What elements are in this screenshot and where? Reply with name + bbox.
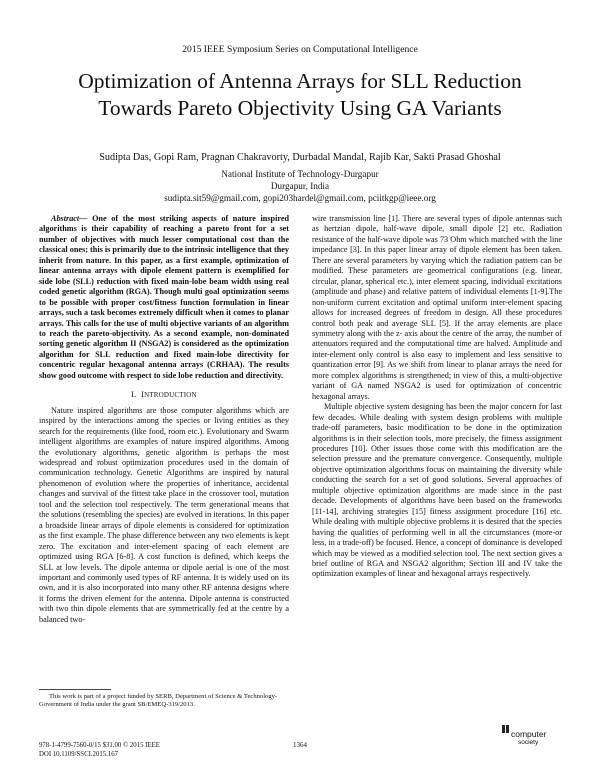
- intro-paragraph-1: Nature inspired algorithms are those computer algorithms which are inspired by the interactions among the species or living entities as they search for the requirements (like food, room etc.). Evolutionary and Swarm intelligent algorithms are examples of nature inspired algorithms. Among the evolutionary algorithms, genetic algorithm is perhaps the most widespread and robust optimization procedures used in the domain of communication technology. Genetic Algorithms are inspired by natural phenomenon of evolution where the properties of inheritance, accidental changes and survival of the fittest take place in the crossover tool, mutation tool and the selection tool respectively. The term generational means that the solutions (resembling the species) are evolved in iterations. In this paper a broadside linear arrays of dipole elements is considered for optimization as the first example. The phase difference between any two elements is kept zero. The excitation and inter-element spacing of each element are optimized using RGA [6-8]. A cost function is defined, which keeps the SLL at low levels. The dipole antenna or dipole aerial is one of the most important and commonly used types of RF antenna. It is widely used on its own, and it is also incorporated into many other RF antenna designs where it forms the driven element for the antenna. Dipole antenna is constructed with two thin dipole elements that are symmetrically fed at the centre by a balanced two-: [39, 405, 289, 624]
- paper-title: [40, 68, 560, 122]
- section-title-first-letter: I: [141, 390, 145, 400]
- right-paragraph-2: Multiple objective system designing has been the major concern for last few decades. While dealing with system design problems with multiple trade-off parameters, basic modification to be done in the optimization algorithms is in their selection tools, more precisely, the fitness assignment procedures [10]. Other issues those come with this modification are the selection pressure and the premature convergence. Consequently, multiple objective optimization algorithms focus on maintaining the diversity while conducting the search for a set of good solutions. Several approaches of multiple objective optimization algorithms are made since in the past decade. Developments of algorithms have been based on the frameworks [11-14], archiving strategies [15] fitness assignment procedure [16] etc. While dealing with multiple objective problems it is desired that the species having the qualities of performing well in all the circumstances (more-or less, in a trade-off) be focused. Hence, a concept of dominance is developed which may be viewed as a modified selection tool. The next section gives a brief outline of RGA and NSGA2 algorithm; Section III and IV take the optimization examples of linear and hexagonal arrays respectively.: [312, 402, 562, 579]
- section-numeral: I.: [131, 390, 137, 400]
- institute-name: National Institute of Technology-Durgapur: [221, 169, 379, 179]
- right-column: [312, 214, 562, 580]
- abstract-label: Abstract—: [51, 214, 88, 223]
- abstract-text: One of the most striking aspects of nature inspired algorithms is their capability of reaching a pareto front for a set number of objectives with much lesser computational cost than the classical ones; this is primarily due to the intrinsic intelligence that they inherit from nature. In this paper, as a first example, optimization of linear antenna arrays with dipole element pattern is exemplified for side lobe (SLL) reduction with fixed main-lobe beam width using real coded genetic algorithm (RGA). Though multi goal optimization seems to be possible with proper cost/fitness function formulation in linear arrays, such a task becomes extremely difficult when it comes to planar arrays. This calls for the use of multi objective variants of an algorithm to reach the pareto-objectivity. As a second example, non-dominated sorting genetic algorithm II (NSGA2) is considered as the optimization algorithm for SLL reduction and fixed main-lobe directivity for concentric regular hexagonal antenna arrays (CRHAA). The results show good outcome with respect to side lobe reduction and directivity.: [39, 214, 290, 380]
- author-list: Sudipta Das, Gopi Ram, Pragnan Chakravorty, Durbadal Mandal, Rajib Kar, Sakti Prasad Ghoshal: [99, 152, 501, 163]
- author-emails: sudipta.sit59@gmail.com, gopi203hardel@gmail.com, pciitkgp@ieee.org: [164, 193, 436, 203]
- section-title-rest: NTRODUCTION: [144, 391, 197, 400]
- institute-city: Durgapur, India: [270, 181, 330, 191]
- footnote-divider: [39, 689, 111, 690]
- conference-header: 2015 IEEE Symposium Series on Computational Intelligence: [182, 44, 418, 55]
- logo-text-computer: computer: [511, 729, 547, 739]
- isbn-line: 978-1-4799-7560-0/15 $31.00 © 2015 IEEE: [39, 742, 160, 749]
- abstract: [39, 214, 289, 381]
- left-column: [39, 214, 289, 625]
- right-paragraph-1: wire transmission line [1]. There are several types of dipole antennas such as hertzian dipole, half-wave dipole, small dipole [2] etc. Radiation resistance of the half-wave dipole was 73 Ohm which matched with the line impedance [3]. In this paper linear array of dipole element has been taken. There are several parameters by varying which the radiation pattern can be modified. These parameters are geometrical configurations (e.g. linear, circular, planar, spherical etc.), inter element spacing, individual excitations (amplitude and phase) and relative pattern of individual elements [1-9].The non-uniform current excitation and optimal uniform inter-element spacing allows for increased degrees of freedom in design. All these procedures control both peak and average SLL [5]. If the array elements are place symmetry along with the z- axis about the centre of the array, the number of attenuators required and the computational time are halved. Amplitude and inter-element only control is also easy to implement and less sensitive to quantization error [9]. As we shift from linear to planar arrays the need for more complex algorithms is strengthened; in view of this, a multi-objective variant of GA named NSGA2 is used for optimization of concentric hexagonal arrays.: [312, 214, 562, 401]
- logo-text-society: society: [518, 739, 539, 746]
- affiliation: [0, 168, 600, 204]
- title-line-1: Optimization of Antenna Arrays for SLL Reduction: [78, 69, 522, 93]
- page-number: 1364: [293, 741, 307, 749]
- doi-line: DOI 10.1109/SSCI.2015.167: [39, 751, 119, 758]
- funding-footnote: This work is part of a project funded by SERB, Department of Science & Technology- Government of India under the grant SB/EMEQ-319/2013.: [39, 693, 278, 708]
- section-heading-introduction: [39, 390, 289, 400]
- title-line-2: Towards Pareto Objectivity Using GA Variants: [98, 96, 502, 120]
- computer-society-logo: [500, 724, 560, 754]
